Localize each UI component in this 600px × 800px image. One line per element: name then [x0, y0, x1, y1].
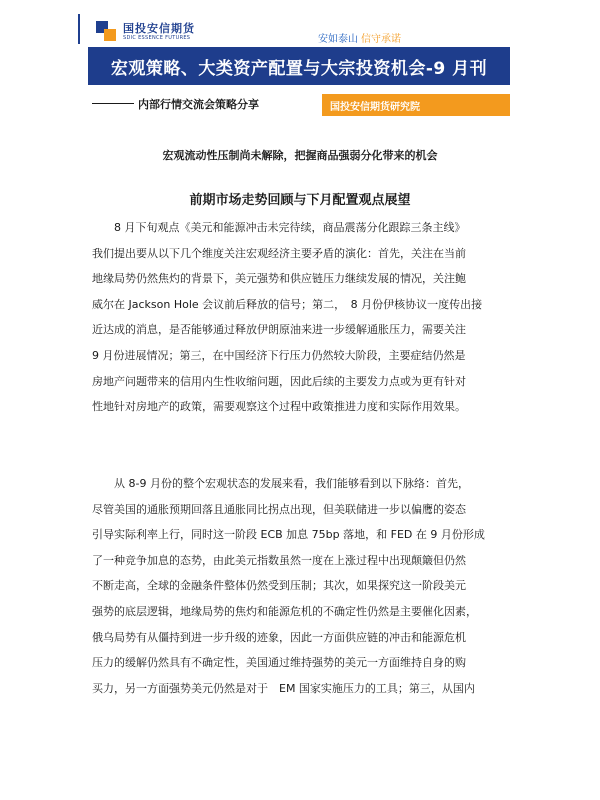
paragraph-line: 房地产问题带来的信用内生性收缩问题，因此后续的主要发力点或为更有针对 — [92, 374, 466, 388]
paragraph-line: 压力的缓解仍然具有不确定性，美国通过维持强势的美元一方面维持自身的购 — [92, 656, 466, 670]
report-title-banner — [88, 47, 510, 85]
report-subtitle: 内部行情交流会策略分享 — [138, 98, 259, 111]
paragraph-line: 性地针对房地产的政策，需要观察这个过程中政策推进力度和实际作用效果。 — [92, 400, 466, 414]
institute-badge-label: 国投安信期货研究院 — [330, 101, 420, 113]
paragraph-line: 地缘局势仍然焦灼的背景下，美元强势和供应链压力继续发展的情况，关注鲍 — [92, 272, 466, 286]
paragraph-line: 我们提出要从以下几个维度关注宏观经济主要矛盾的演化：首先，关注在当前 — [92, 246, 466, 260]
paragraph-line: 了一种竞争加息的态势，由此美元指数虽然一度在上涨过程中出现颠簸但仍然 — [92, 553, 466, 567]
paragraph-line: 尽管美国的通胀预期回落且通胀同比拐点出现，但美联储进一步以偏鹰的姿态 — [92, 502, 466, 516]
paragraph-line: 近达成的消息，是否能够通过释放伊朗原油来进一步缓解通胀压力，需要关注 — [92, 323, 466, 337]
logo-icon — [96, 21, 118, 43]
subtitle-dash — [92, 103, 134, 104]
report-title: 宏观策略、大类资产配置与大宗投资机会-9 月刊 — [110, 58, 488, 79]
logo-text-cn: 国投安信期货 — [123, 22, 195, 35]
paragraph-review — [92, 215, 510, 420]
section-title: 前期市场走势回顾与下月配置观点展望 — [189, 193, 411, 208]
slogan — [318, 30, 401, 45]
paragraph-line: 9 月份进展情况；第三，在中国经济下行压力仍然较大阶段，主要症结仍然是 — [92, 348, 466, 362]
paragraph-line: 引导实际利率上行，同时这一阶段 ECB 加息 75bp 落地，和 FED 在 9 月份形成 — [92, 528, 485, 542]
headline: 宏观流动性压制尚未解除，把握商品强弱分化带来的机会 — [162, 149, 438, 162]
company-logo — [96, 20, 195, 44]
header-vertical-rule — [78, 14, 80, 44]
institute-badge — [322, 94, 510, 116]
paragraph-line: 从 8-9 月份的整个宏观状态的发展来看，我们能够看到以下脉络：首先， — [92, 477, 469, 490]
paragraph-outlook — [92, 471, 510, 701]
logo-text-en: SDIC ESSENCE FUTURES — [123, 35, 191, 41]
paragraph-line: 威尔在 Jackson Hole 会议前后释放的信号；第二， 8 月份伊核协议一度传出接 — [92, 297, 483, 311]
paragraph-line: 8 月下旬观点《美元和能源冲击未完待续，商品震荡分化跟踪三条主线》 — [92, 221, 466, 234]
paragraph-line: 买力，另一方面强势美元仍然是对于 EM 国家实施压力的工具；第三，从国内 — [92, 681, 475, 695]
paragraph-line: 俄乌局势有从僵持到进一步升级的迹象，因此一方面供应链的冲击和能源危机 — [92, 630, 466, 644]
paragraph-line: 强势的底层逻辑，地缘局势的焦灼和能源危机的不确定性仍然是主要催化因素， — [92, 604, 477, 618]
slogan-part1: 安如泰山 — [318, 34, 358, 45]
slogan-part2: 信守承诺 — [361, 34, 401, 45]
paragraph-line: 不断走高，全球的金融条件整体仍然受到压制；其次，如果探究这一阶段美元 — [92, 579, 466, 593]
